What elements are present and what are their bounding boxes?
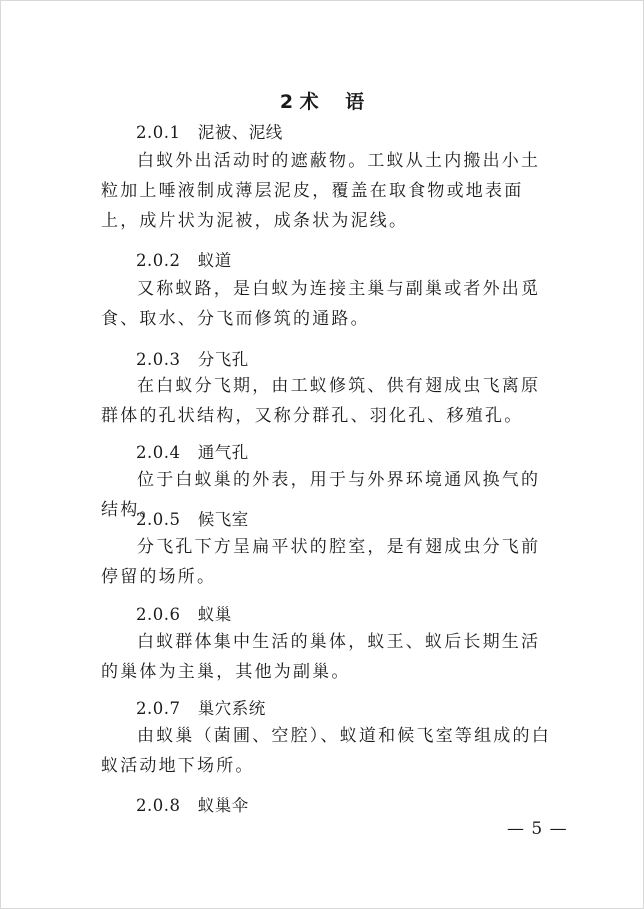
entry-number: 2.0.5	[136, 510, 181, 529]
entry-term: 蚁道	[197, 251, 232, 270]
entry-definition: 又称蚁路，是白蚁为连接主巢与副巢或者外出觅食、取水、分飞而修筑的通路。	[101, 279, 541, 329]
entry-title-2-0-5	[136, 506, 249, 530]
entry-term: 分飞孔	[197, 350, 249, 369]
entry-definition: 在白蚁分飞期，由工蚁修筑、供有翅成虫飞离原群体的孔状结构，又称分群孔、羽化孔、移殖孔。	[101, 376, 541, 426]
entry-term: 巢穴系统	[197, 699, 266, 718]
entry-title-2-0-2	[136, 247, 232, 271]
entry-number: 2.0.4	[136, 443, 181, 462]
page-number: — 5 —	[507, 819, 568, 839]
entry-number: 2.0.2	[136, 251, 181, 270]
entry-number: 2.0.1	[136, 123, 181, 142]
section-heading: 2 术 语	[279, 91, 365, 113]
entry-term: 蚁巢	[197, 605, 232, 624]
entry-term: 候飞室	[197, 510, 249, 529]
entry-term: 通气孔	[197, 443, 249, 462]
entry-title-2-0-3	[136, 346, 249, 370]
entry-definition: 位于白蚁巢的外表，用于与外界环境通风换气的结构。	[101, 470, 541, 520]
entry-definition: 由蚁巢（菌圃、空腔）、蚁道和候飞室等组成的白蚁活动地下场所。	[101, 726, 551, 776]
entry-title-2-0-8	[136, 792, 249, 816]
entry-number: 2.0.8	[136, 796, 181, 815]
entry-number: 2.0.6	[136, 605, 181, 624]
entry-term: 泥被、泥线	[197, 123, 283, 142]
entry-definition: 分飞孔下方呈扁平状的腔室，是有翅成虫分飞前停留的场所。	[101, 537, 541, 587]
entry-title-2-0-6	[136, 601, 232, 625]
entry-number: 2.0.3	[136, 350, 181, 369]
entry-title-2-0-1	[136, 119, 283, 143]
entry-term: 蚁巢伞	[197, 796, 249, 815]
entry-definition: 白蚁群体集中生活的巢体，蚁王、蚁后长期生活的巢体为主巢，其他为副巢。	[101, 632, 541, 682]
entry-definition: 白蚁外出活动时的遮蔽物。工蚁从土内搬出小土粒加上唾液制成薄层泥皮，覆盖在取食物或地表面上，成片状为泥被，成条状为泥线。	[101, 151, 541, 231]
entry-number: 2.0.7	[136, 699, 181, 718]
entry-title-2-0-7	[136, 695, 266, 719]
entry-title-2-0-4	[136, 439, 249, 463]
